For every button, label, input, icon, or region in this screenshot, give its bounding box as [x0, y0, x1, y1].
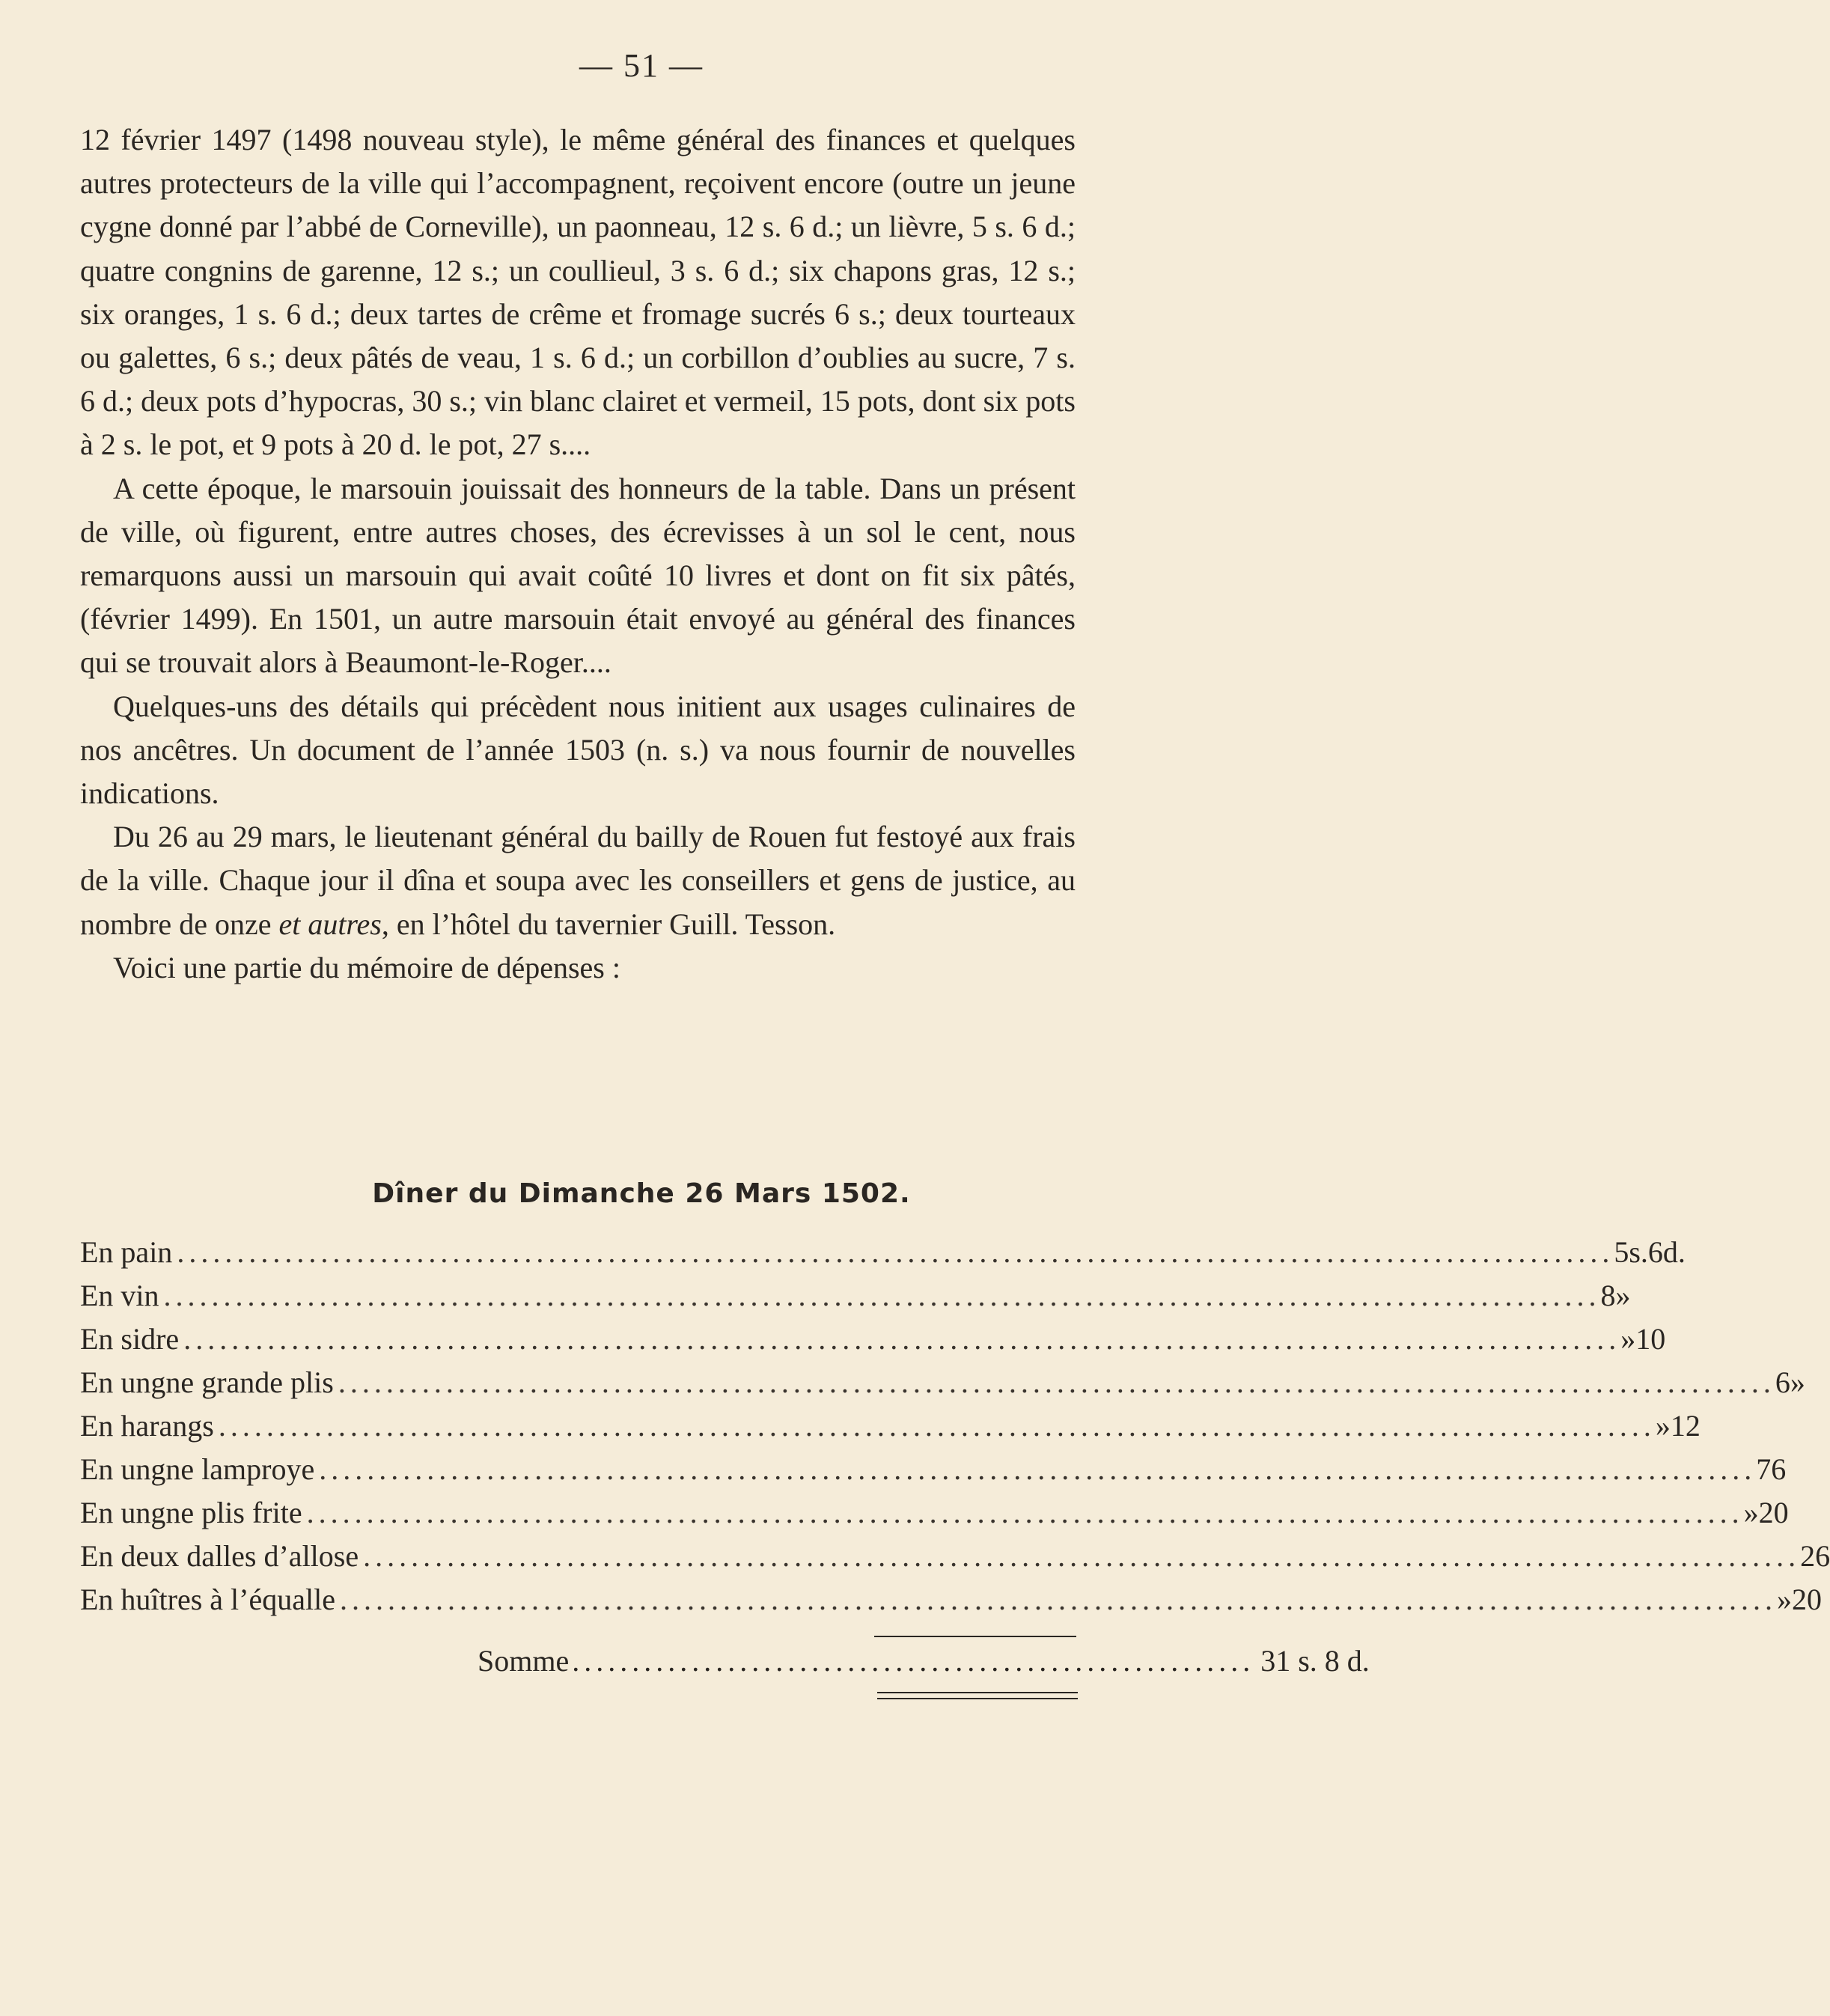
leader-dots: ........................................................................................................................: [177, 1235, 1614, 1269]
total-row: [478, 1639, 1370, 1683]
leader-dots: ........................................................................................................................: [319, 1452, 1757, 1486]
expense-value-1: »: [1620, 1322, 1636, 1356]
meal-title: Dîner du Dimanche 26 Mars 1502.: [372, 1178, 911, 1209]
expense-row: [80, 1448, 1787, 1491]
expense-value-2: 6: [1815, 1539, 1830, 1573]
expense-value-1: »: [1776, 1583, 1792, 1616]
expense-label: En huîtres à l’équalle: [80, 1583, 335, 1616]
leader-dots: ........................................................................................................................: [306, 1496, 1744, 1529]
total-value: 31 s. 8 d.: [1260, 1644, 1370, 1678]
expense-row: [80, 1274, 1631, 1318]
paragraph-4-end: , en l’hôtel du tavernier Guill. Tesson.: [381, 907, 836, 941]
expense-row: [80, 1404, 1701, 1448]
leader-dots: ........................................................................................................................: [218, 1409, 1656, 1443]
expense-value-1: »: [1743, 1496, 1759, 1529]
body-text: [80, 118, 1076, 990]
expense-value-1: 8: [1600, 1279, 1616, 1312]
leader-dots: ........................................................................................................................: [183, 1322, 1621, 1356]
leader-dots: .........................................................: [572, 1644, 1255, 1678]
leader-dots: ........................................................................................................................: [338, 1365, 1775, 1399]
paragraph-4: [80, 815, 1076, 946]
expense-value-2: 20: [1791, 1583, 1822, 1616]
expense-value-2: 10: [1635, 1322, 1666, 1356]
expense-value-2: »: [1790, 1365, 1805, 1399]
expense-value-2: »: [1615, 1279, 1631, 1312]
expense-row: [80, 1231, 1686, 1274]
expense-value-1: »: [1655, 1409, 1671, 1443]
expense-value-1: 7: [1756, 1452, 1772, 1486]
expense-row: [80, 1535, 1830, 1578]
total-rule: [874, 1636, 1076, 1637]
leader-dots: ........................................................................................................................: [363, 1539, 1801, 1573]
expense-row: [80, 1491, 1789, 1535]
expense-value-1: 2: [1800, 1539, 1816, 1573]
expense-row: [80, 1318, 1666, 1361]
total-label: Somme: [478, 1644, 570, 1678]
expense-row: [80, 1361, 1805, 1404]
expense-label: En ungne plis frite: [80, 1496, 302, 1529]
paragraph-3: Quelques-uns des détails qui précèdent nous initient aux usages culinaires de nos ancêtres. Un document de l’année 1503 (n. s.) va nous fournir de nouvelles indications.: [80, 689, 1076, 811]
expense-row: [80, 1578, 1822, 1621]
expense-label: En deux dalles d’allose: [80, 1539, 359, 1573]
expense-label: En pain: [80, 1235, 173, 1269]
leader-dots: ........................................................................................................................: [163, 1279, 1601, 1312]
expense-label: En ungne lamproye: [80, 1452, 315, 1486]
double-rule: [877, 1692, 1078, 1699]
paragraph-4-text: Du 26 au 29 mars, le lieutenant général du bailly de Rouen fut festoyé aux frais de la ville. Chaque jour il dîna et soupa avec les conseillers et gens de justice, au nombre de onze: [80, 820, 1076, 941]
expense-value-2: 6: [1771, 1452, 1787, 1486]
expense-list: [80, 1231, 1830, 1621]
expense-label: En harangs: [80, 1409, 214, 1443]
paragraph-5: Voici une partie du mémoire de dépenses :: [113, 950, 620, 984]
expense-value-1: 6: [1775, 1365, 1790, 1399]
expense-value-2: 6d.: [1647, 1235, 1686, 1269]
expense-value-2: 12: [1670, 1409, 1701, 1443]
page-number: — 51 —: [579, 47, 704, 84]
leader-dots: ........................................................................................................................: [339, 1583, 1777, 1616]
expense-label: En ungne grande plis: [80, 1365, 334, 1399]
expense-label: En vin: [80, 1279, 159, 1312]
paragraph-2: A cette époque, le marsouin jouissait des honneurs de la table. Dans un présent de ville, où figurent, entre autres choses, des écrevisses à un sol le cent, nous remarquons aussi un marsouin qui avait coûté 10 livres et dont on fit six pâtés, (février 1499). En 1501, un autre marsouin était envoyé au général des finances qui se trouvait alors à Beaumont-le-Roger....: [80, 471, 1076, 680]
paragraph-4-italic: et autres: [278, 907, 382, 941]
expense-label: En sidre: [80, 1322, 180, 1356]
paragraph-1: 12 février 1497 (1498 nouveau style), le même général des finances et quelques autres protecteurs de la ville qui l’accompagnent, reçoivent encore (outre un jeune cygne donné par l’abbé de Corneville), un paonneau, 12 s. 6 d.; un lièvre, 5 s. 6 d.; quatre congnins de garenne, 12 s.; un coullieul, 3 s. 6 d.; six chapons gras, 12 s.; six oranges, 1 s. 6 d.; deux tartes de crême et fromage sucrés 6 s.; deux tourteaux ou galettes, 6 s.; deux pâtés de veau, 1 s. 6 d.; un corbillon d’oublies au sucre, 7 s. 6 d.; deux pots d’hypocras, 30 s.; vin blanc clairet et vermeil, 15 pots, dont six pots à 2 s. le pot, et 9 pots à 20 d. le pot, 27 s....: [80, 123, 1076, 462]
expense-value-1: 5s.: [1614, 1235, 1648, 1269]
expense-value-2: 20: [1758, 1496, 1789, 1529]
